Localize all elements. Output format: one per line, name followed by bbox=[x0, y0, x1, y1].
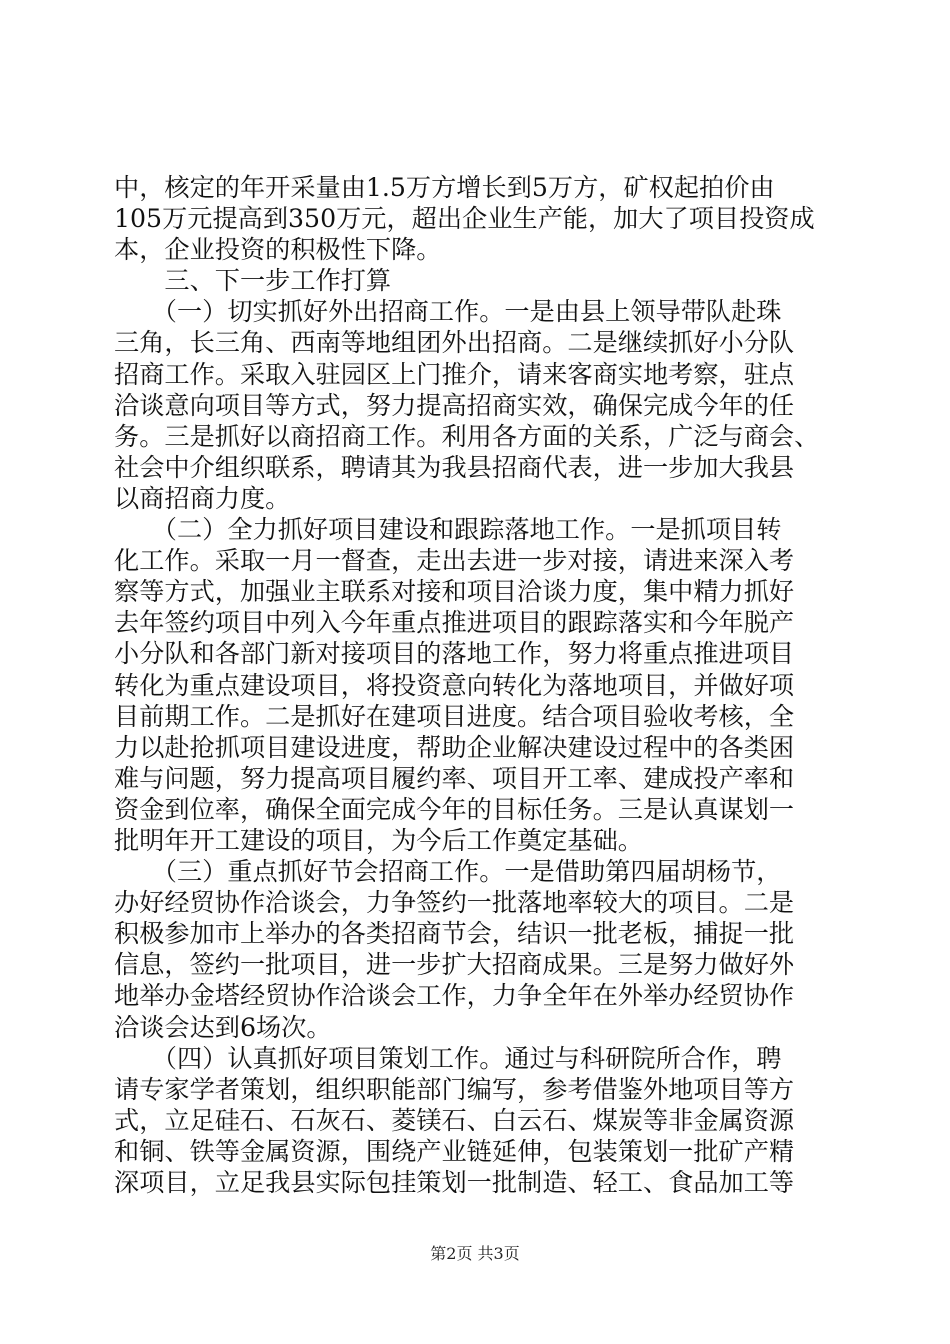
text-line: 目前期工作。二是抓好在建项目进度。结合项目验收考核，全 bbox=[114, 701, 795, 731]
text-line: 力以赴抢抓项目建设进度，帮助企业解决建设过程中的各类困 bbox=[114, 732, 795, 762]
text-line: 察等方式，加强业主联系对接和项目洽谈力度，集中精力抓好 bbox=[114, 577, 795, 607]
text-line: 务。三是抓好以商招商工作。利用各方面的关系，广泛与商会、 bbox=[114, 421, 820, 451]
text-line: 本，企业投资的积极性下降。 bbox=[114, 235, 442, 265]
text-line: 以商招商力度。 bbox=[114, 483, 291, 513]
text-line: 小分队和各部门新对接项目的落地工作，努力将重点推进项目 bbox=[114, 639, 795, 669]
text-line: （三）重点抓好节会招商工作。一是借助第四届胡杨节， bbox=[114, 857, 782, 887]
page-footer: 第2页 共3页 bbox=[430, 1244, 520, 1263]
text-line: 中，核定的年开采量由1.5万方增长到5万方，矿权起拍价由 bbox=[114, 173, 775, 202]
text-line: 请专家学者策划，组织职能部门编写，参考借鉴外地项目等方 bbox=[114, 1074, 795, 1104]
text-line: 信息，签约一批项目，进一步扩大招商成果。三是努力做好外 bbox=[114, 950, 795, 980]
text-line: （一）切实抓好外出招商工作。一是由县上领导带队赴珠 bbox=[114, 297, 782, 327]
body-text bbox=[114, 172, 838, 1198]
text-line: （四）认真抓好项目策划工作。通过与科研院所合作，聘 bbox=[114, 1043, 782, 1073]
text-line: 资金到位率，确保全面完成今年的目标任务。三是认真谋划一 bbox=[114, 794, 795, 824]
text-line: 和铜、铁等金属资源，围绕产业链延伸，包装策划一批矿产精 bbox=[114, 1136, 795, 1166]
text-line: 深项目，立足我县实际包挂策划一批制造、轻工、食品加工等 bbox=[114, 1168, 795, 1197]
text-line: 洽谈会达到6场次。 bbox=[114, 1012, 332, 1042]
text-line: 化工作。采取一月一督查，走出去进一步对接，请进来深入考 bbox=[114, 546, 795, 576]
text-line: 招商工作。采取入驻园区上门推介，请来客商实地考察，驻点 bbox=[114, 359, 795, 389]
text-line: 批明年开工建设的项目，为今后工作奠定基础。 bbox=[114, 825, 643, 855]
text-line: 三角，长三角、西南等地组团外出招商。二是继续抓好小分队 bbox=[114, 328, 795, 358]
text-line: 积极参加市上举办的各类招商节会，结识一批老板，捕捉一批 bbox=[114, 919, 795, 949]
text-line: 社会中介组织联系，聘请其为我县招商代表，进一步加大我县 bbox=[114, 452, 795, 482]
text-line: 办好经贸协作洽谈会，力争签约一批落地率较大的项目。二是 bbox=[114, 888, 795, 918]
text-line: 转化为重点建设项目，将投资意向转化为落地项目，并做好项 bbox=[114, 670, 795, 700]
text-line: 三、下一步工作打算 bbox=[114, 266, 392, 296]
text-line: 地举办金塔经贸协作洽谈会工作，力争全年在外举办经贸协作 bbox=[114, 981, 795, 1011]
text-line: 式，立足硅石、石灰石、菱镁石、白云石、煤炭等非金属资源 bbox=[114, 1105, 795, 1135]
text-line: 难与问题，努力提高项目履约率、项目开工率、建成投产率和 bbox=[114, 763, 795, 793]
text-line: （二）全力抓好项目建设和跟踪落地工作。一是抓项目转 bbox=[114, 515, 782, 545]
text-line: 105万元提高到350万元，超出企业生产能，加大了项目投资成 bbox=[114, 204, 815, 234]
text-line: 去年签约项目中列入今年重点推进项目的跟踪落实和今年脱产 bbox=[114, 608, 795, 638]
text-line: 洽谈意向项目等方式，努力提高招商实效，确保完成今年的任 bbox=[114, 390, 795, 420]
